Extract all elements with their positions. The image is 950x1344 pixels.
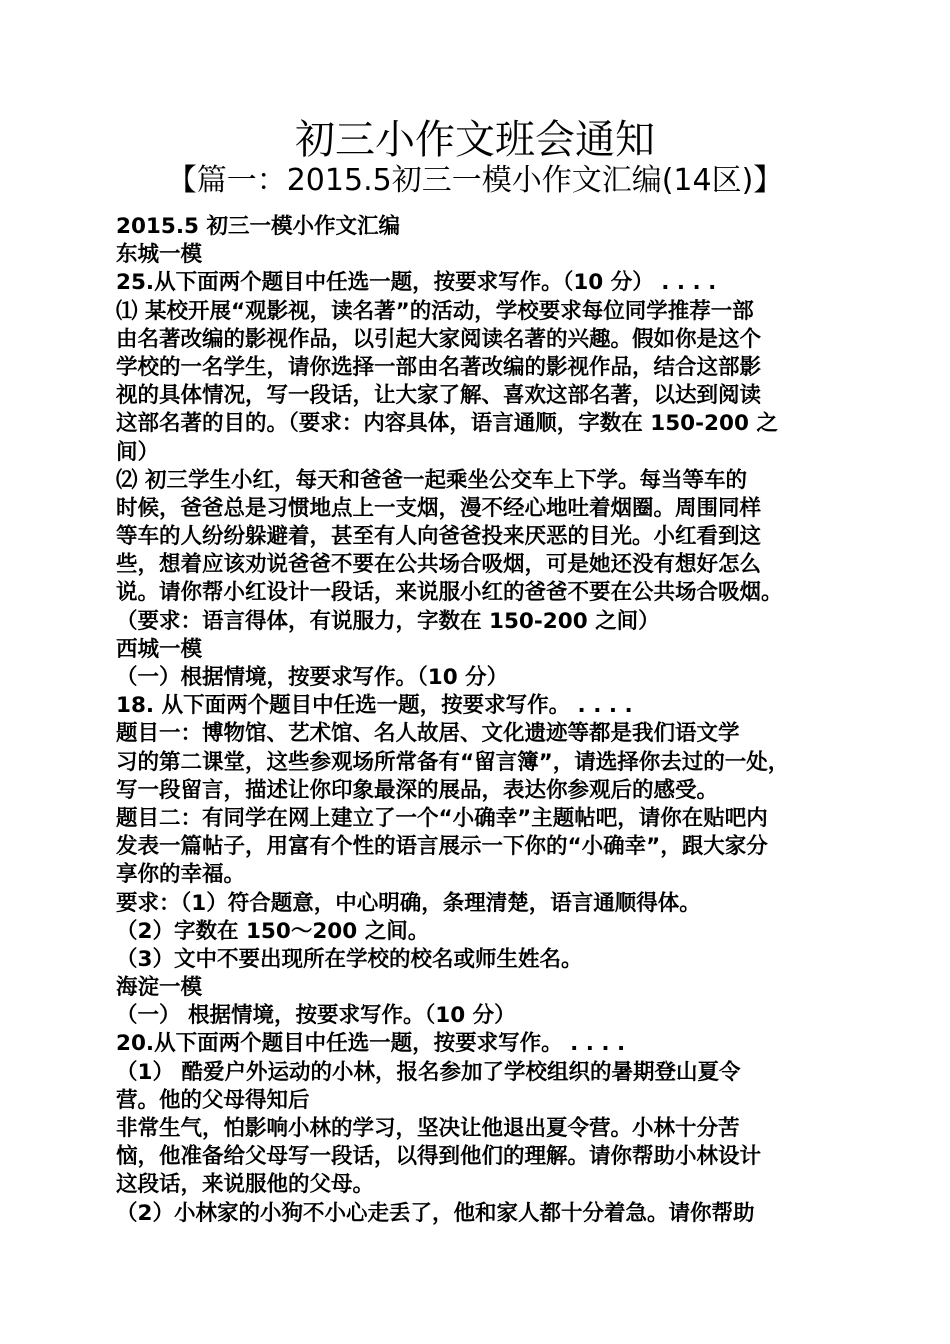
text-line: 等车的人纷纷躲避着，甚至有人向爸爸投来厌恶的目光。小红看到这 xyxy=(116,524,762,550)
text-line: 写一段留言，描述让你印象最深的展品，表达你参观后的感受。 xyxy=(116,777,719,803)
text-line: 这部名著的目的。（要求：内容具体，语言通顺，字数在 150-200 之 xyxy=(116,411,778,437)
text-line: 营。他的父母得知后 xyxy=(116,1087,310,1113)
text-line: 习的第二课堂，这些参观场所常备有“留言簿”，请选择你去过的一处， xyxy=(116,749,790,775)
text-line: 非常生气，怕影响小林的学习，坚决让他退出夏令营。小林十分苦 xyxy=(116,1116,740,1141)
text-line: ⑴ 某校开展“观影视，读名著”的活动，学校要求每位同学推荐一部 xyxy=(116,298,754,324)
text-line: 20.从下面两个题目中任选一题，按要求写作。 . . . . xyxy=(116,1031,626,1057)
text-line: 视的具体情况，写一段话，让大家了解、喜欢这部名著，以达到阅读 xyxy=(116,383,762,409)
text-line: 这段话，来说服他的父母。 xyxy=(116,1172,375,1198)
text-line: 要求：（1）符合题意，中心明确，条理清楚，语言通顺得体。 xyxy=(116,890,701,916)
text-line: （一）根据情境，按要求写作。（10 分） xyxy=(116,665,509,690)
text-line: ⑵ 初三学生小红，每天和爸爸一起乘坐公交车上下学。每当等车的 xyxy=(116,467,747,493)
text-line: 海淀一模 xyxy=(116,975,203,1001)
text-line: 享你的幸福。 xyxy=(116,862,246,888)
text-line: （2）小林家的小狗不小心走丢了，他和家人都十分着急。请你帮助 xyxy=(116,1200,755,1226)
text-line: 25.从下面两个题目中任选一题，按要求写作。（10 分） . . . . xyxy=(116,270,717,296)
text-line: 学校的一名学生，请你选择一部由名著改编的影视作品，结合这部影 xyxy=(116,354,762,380)
text-line: 西城一模 xyxy=(116,636,203,662)
document-body xyxy=(116,213,846,1228)
text-line: （一） 根据情境，按要求写作。（10 分） xyxy=(116,1003,516,1029)
text-line: 时候，爸爸总是习惯地点上一支烟，漫不经心地吐着烟圈。周围同样 xyxy=(116,495,762,521)
text-line: 恼，他准备给父母写一段话，以得到他们的理解。请你帮助小林设计 xyxy=(116,1144,762,1170)
text-line: 题目一：博物馆、艺术馆、名人故居、文化遗迹等都是我们语文学 xyxy=(116,721,740,747)
text-line: 发表一篇帖子，用富有个性的语言展示一下你的“小确幸”，跟大家分 xyxy=(116,834,768,860)
page-title: 初三小作文班会通知 xyxy=(295,117,655,163)
page-subtitle: 【篇一：2015.5初三一模小作文汇编(14区)】 xyxy=(166,163,784,198)
text-line: 题目二：有同学在网上建立了一个“小确幸”主题帖吧，请你在贴吧内 xyxy=(116,805,768,831)
text-line: 2015.5 初三一模小作文汇编 xyxy=(116,214,400,239)
text-line: 18. 从下面两个题目中任选一题，按要求写作。 . . . . xyxy=(116,693,633,719)
text-line: 由名著改编的影视作品，以引起大家阅读名著的兴趣。假如你是这个 xyxy=(116,326,762,352)
text-line: 些，想着应该劝说爸爸不要在公共场合吸烟，可是她还没有想好怎么 xyxy=(116,552,762,578)
text-line: 说。请你帮小红设计一段话，来说服小红的爸爸不要在公共场合吸烟。 xyxy=(116,580,783,606)
text-line: 东城一模 xyxy=(116,242,203,268)
text-line: 间） xyxy=(116,439,160,465)
text-line: （3）文中不要出现所在学校的校名或师生姓名。 xyxy=(116,946,583,972)
text-line: （2）字数在 150～200 之间。 xyxy=(116,918,430,944)
text-line: （1） 酷爱户外运动的小林，报名参加了学校组织的暑期登山夏令 xyxy=(116,1059,741,1085)
text-line: （要求：语言得体，有说服力，字数在 150-200 之间） xyxy=(116,608,660,634)
